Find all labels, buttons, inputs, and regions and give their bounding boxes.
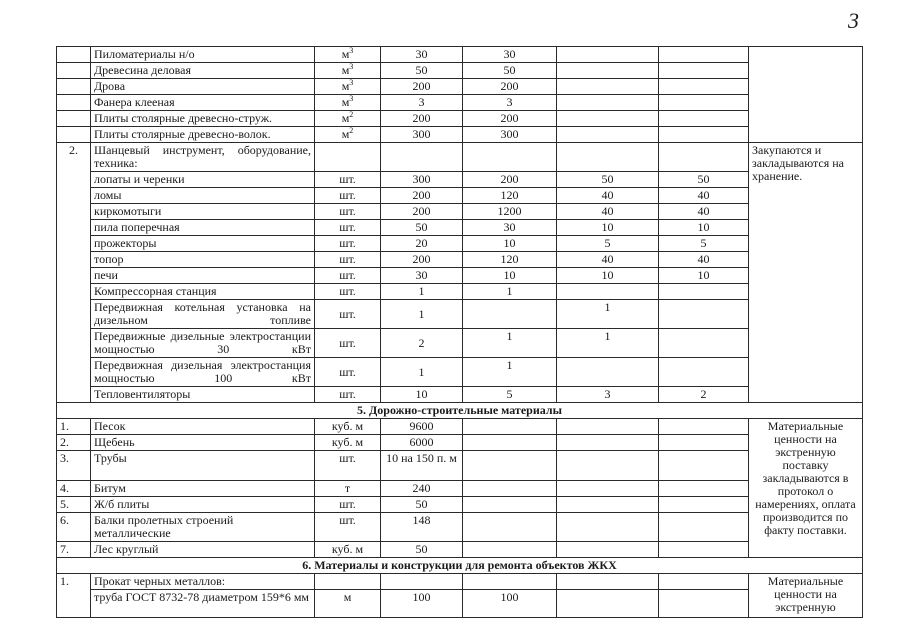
item-name: лопаты и черенки — [91, 172, 315, 188]
item-name: киркомотыги — [91, 204, 315, 220]
row-number: 1. — [57, 574, 91, 618]
unit-cell: $м^3$ — [315, 79, 381, 95]
value-cell: 50 — [381, 497, 463, 513]
item-name: Пиломатериалы н/о — [91, 47, 315, 63]
value-cell — [557, 419, 659, 435]
item-name: пила поперечная — [91, 220, 315, 236]
table-row — [57, 268, 863, 284]
value-cell — [557, 63, 659, 79]
table-row — [57, 204, 863, 220]
table-row — [57, 481, 863, 497]
value-cell: 300 — [463, 127, 557, 143]
row-number: 7. — [57, 542, 91, 558]
value-cell — [557, 127, 659, 143]
value-cell: 40 — [557, 204, 659, 220]
value-cell: 10 — [659, 220, 749, 236]
value-cell: 30 — [381, 47, 463, 63]
value-cell — [557, 435, 659, 451]
table-row — [57, 451, 863, 481]
value-cell: 100 — [381, 590, 463, 618]
value-cell — [659, 358, 749, 387]
item-name: Дрова — [91, 79, 315, 95]
table-row — [57, 188, 863, 204]
unit-cell: $м^2$ — [315, 127, 381, 143]
table-row — [57, 329, 863, 358]
value-cell: 40 — [557, 188, 659, 204]
value-cell: 40 — [659, 188, 749, 204]
value-cell — [659, 590, 749, 618]
value-cell — [463, 143, 557, 172]
value-cell: 200 — [463, 172, 557, 188]
value-cell — [557, 513, 659, 542]
row-number: 2. — [57, 435, 91, 451]
value-cell: 1 — [463, 329, 557, 358]
value-cell: 148 — [381, 513, 463, 542]
unit-cell: шт. — [315, 300, 381, 329]
group-title: Шанцевый инструмент, оборудование, техника: — [91, 143, 315, 172]
value-cell: 1 — [381, 358, 463, 387]
value-cell: 2 — [659, 387, 749, 403]
item-name: Передвижные дизельные электростанции мощностью 30 кВт — [91, 329, 315, 358]
value-cell: 40 — [557, 252, 659, 268]
unit-cell: куб. м — [315, 419, 381, 435]
value-cell: 200 — [381, 204, 463, 220]
page-number: 3 — [848, 8, 859, 33]
row-number: 5. — [57, 497, 91, 513]
value-cell — [659, 497, 749, 513]
value-cell — [557, 79, 659, 95]
table-row — [57, 220, 863, 236]
value-cell: 300 — [381, 172, 463, 188]
item-name: Лес круглый — [91, 542, 315, 558]
value-cell — [557, 451, 659, 481]
value-cell: 5 — [659, 236, 749, 252]
value-cell — [659, 451, 749, 481]
section-title: 5. Дорожно-строительные материалы — [57, 403, 863, 419]
unit-cell: куб. м — [315, 435, 381, 451]
value-cell: 200 — [381, 111, 463, 127]
value-cell — [659, 481, 749, 497]
value-cell — [659, 329, 749, 358]
unit-cell: шт. — [315, 451, 381, 481]
item-name: Балки пролетных строений металлические — [91, 513, 315, 542]
value-cell: 200 — [463, 111, 557, 127]
value-cell — [463, 481, 557, 497]
value-cell: 3 — [557, 387, 659, 403]
value-cell — [659, 111, 749, 127]
value-cell: 30 — [463, 220, 557, 236]
item-name: труба ГОСТ 8732-78 диаметром 159*6 мм — [91, 590, 315, 618]
value-cell: 300 — [381, 127, 463, 143]
unit-cell: шт. — [315, 236, 381, 252]
row-number: 1. — [57, 419, 91, 435]
value-cell: 30 — [463, 47, 557, 63]
value-cell — [659, 47, 749, 63]
item-name: печи — [91, 268, 315, 284]
value-cell — [463, 497, 557, 513]
value-cell: 6000 — [381, 435, 463, 451]
unit-cell: $м^3$ — [315, 63, 381, 79]
value-cell: 50 — [381, 220, 463, 236]
item-name: Песок — [91, 419, 315, 435]
value-cell: 10 на 150 п. м — [381, 451, 463, 481]
value-cell — [463, 300, 557, 329]
table-row — [57, 284, 863, 300]
section-header — [57, 558, 863, 574]
value-cell: 240 — [381, 481, 463, 497]
value-cell — [557, 574, 659, 590]
note-cell: Закупаются и закладываются на хранение. — [749, 143, 863, 403]
value-cell — [659, 63, 749, 79]
value-cell: 100 — [463, 590, 557, 618]
item-name: Плиты столярные древесно-волок. — [91, 127, 315, 143]
value-cell — [381, 574, 463, 590]
item-name: Битум — [91, 481, 315, 497]
value-cell: 1 — [557, 329, 659, 358]
value-cell: 10 — [557, 220, 659, 236]
value-cell: 120 — [463, 188, 557, 204]
value-cell — [557, 111, 659, 127]
unit-cell: шт. — [315, 358, 381, 387]
value-cell — [659, 284, 749, 300]
value-cell — [557, 358, 659, 387]
value-cell: 50 — [381, 63, 463, 79]
item-name: Трубы — [91, 451, 315, 481]
row-number — [57, 111, 91, 127]
value-cell: 1200 — [463, 204, 557, 220]
item-name: Фанера клееная — [91, 95, 315, 111]
unit-cell: м — [315, 590, 381, 618]
group-title: Прокат черных металлов: — [91, 574, 315, 590]
value-cell — [463, 542, 557, 558]
item-name: прожекторы — [91, 236, 315, 252]
value-cell: 9600 — [381, 419, 463, 435]
value-cell — [659, 79, 749, 95]
value-cell: 200 — [463, 79, 557, 95]
item-name: ломы — [91, 188, 315, 204]
value-cell: 1 — [463, 358, 557, 387]
table-row — [57, 497, 863, 513]
table-row — [57, 419, 863, 435]
unit-cell — [315, 143, 381, 172]
table-row — [57, 358, 863, 387]
value-cell: 120 — [463, 252, 557, 268]
value-cell: 1 — [463, 284, 557, 300]
row-number: 3. — [57, 451, 91, 481]
unit-cell: $м^2$ — [315, 111, 381, 127]
value-cell — [659, 435, 749, 451]
unit-cell: шт. — [315, 284, 381, 300]
value-cell — [659, 513, 749, 542]
table-row — [57, 47, 863, 63]
value-cell: 30 — [381, 268, 463, 284]
value-cell: 50 — [463, 63, 557, 79]
unit-cell: $м^3$ — [315, 47, 381, 63]
unit-cell: шт. — [315, 329, 381, 358]
table-row — [57, 590, 863, 618]
value-cell: 3 — [381, 95, 463, 111]
value-cell: 2 — [381, 329, 463, 358]
value-cell: 200 — [381, 79, 463, 95]
row-number: 2. — [57, 143, 91, 403]
value-cell — [557, 284, 659, 300]
value-cell: 10 — [463, 268, 557, 284]
note-cell: Материальные ценности на экстренную — [749, 574, 863, 618]
value-cell: 200 — [381, 188, 463, 204]
table-row — [57, 387, 863, 403]
value-cell — [659, 300, 749, 329]
unit-cell — [315, 574, 381, 590]
value-cell: 10 — [659, 268, 749, 284]
section-title: 6. Материалы и конструкции для ремонта объектов ЖКХ — [57, 558, 863, 574]
value-cell — [659, 574, 749, 590]
unit-cell: шт. — [315, 220, 381, 236]
value-cell — [659, 542, 749, 558]
value-cell: 10 — [557, 268, 659, 284]
note-cell — [749, 47, 863, 143]
item-name: Передвижная дизельная электростанция мощностью 100 кВт — [91, 358, 315, 387]
item-name: Передвижная котельная установка на дизельном топливе — [91, 300, 315, 329]
table-row — [57, 236, 863, 252]
unit-cell: шт. — [315, 268, 381, 284]
value-cell — [557, 47, 659, 63]
table-row — [57, 542, 863, 558]
value-cell — [463, 419, 557, 435]
value-cell — [463, 435, 557, 451]
table-row — [57, 95, 863, 111]
row-number: 4. — [57, 481, 91, 497]
value-cell: 50 — [381, 542, 463, 558]
value-cell: 40 — [659, 252, 749, 268]
value-cell — [463, 513, 557, 542]
value-cell — [659, 127, 749, 143]
unit-cell: шт. — [315, 387, 381, 403]
item-name: Компрессорная станция — [91, 284, 315, 300]
value-cell: 40 — [659, 204, 749, 220]
table-row — [57, 574, 863, 590]
unit-cell: т — [315, 481, 381, 497]
unit-cell: шт. — [315, 204, 381, 220]
value-cell: 10 — [381, 387, 463, 403]
note-cell: Материальные ценности на экстренную поставку закладываются в протокол о намерениях, оплата производится по факту поставки. — [749, 419, 863, 558]
item-name: Ж/б плиты — [91, 497, 315, 513]
table-row — [57, 79, 863, 95]
value-cell — [381, 143, 463, 172]
unit-cell: шт. — [315, 172, 381, 188]
value-cell: 200 — [381, 252, 463, 268]
table-row — [57, 127, 863, 143]
row-number: 6. — [57, 513, 91, 542]
value-cell — [659, 95, 749, 111]
table-row — [57, 300, 863, 329]
unit-cell: шт. — [315, 497, 381, 513]
unit-cell: $м^3$ — [315, 95, 381, 111]
row-number — [57, 47, 91, 63]
table-row — [57, 111, 863, 127]
value-cell: 5 — [557, 236, 659, 252]
value-cell: 50 — [557, 172, 659, 188]
item-name: Щебень — [91, 435, 315, 451]
row-number — [57, 63, 91, 79]
table-row — [57, 435, 863, 451]
value-cell — [557, 95, 659, 111]
value-cell — [557, 143, 659, 172]
value-cell: 20 — [381, 236, 463, 252]
resource-table — [56, 46, 863, 618]
value-cell — [557, 497, 659, 513]
value-cell — [557, 590, 659, 618]
table-row — [57, 513, 863, 542]
value-cell: 1 — [381, 300, 463, 329]
table-row — [57, 252, 863, 268]
value-cell: 50 — [659, 172, 749, 188]
value-cell: 10 — [463, 236, 557, 252]
value-cell — [463, 451, 557, 481]
unit-cell: шт. — [315, 188, 381, 204]
unit-cell: куб. м — [315, 542, 381, 558]
value-cell: 1 — [557, 300, 659, 329]
value-cell — [557, 481, 659, 497]
value-cell: 3 — [463, 95, 557, 111]
row-number — [57, 127, 91, 143]
table-row — [57, 63, 863, 79]
item-name: топор — [91, 252, 315, 268]
value-cell — [659, 419, 749, 435]
value-cell: 5 — [463, 387, 557, 403]
item-name: Древесина деловая — [91, 63, 315, 79]
row-number — [57, 95, 91, 111]
unit-cell: шт. — [315, 513, 381, 542]
value-cell — [659, 143, 749, 172]
item-name: Плиты столярные древесно-струж. — [91, 111, 315, 127]
unit-cell: шт. — [315, 252, 381, 268]
section-header — [57, 403, 863, 419]
table-row — [57, 172, 863, 188]
value-cell: 1 — [381, 284, 463, 300]
row-number — [57, 79, 91, 95]
item-name: Тепловентиляторы — [91, 387, 315, 403]
value-cell — [463, 574, 557, 590]
table-row — [57, 143, 863, 172]
value-cell — [557, 542, 659, 558]
